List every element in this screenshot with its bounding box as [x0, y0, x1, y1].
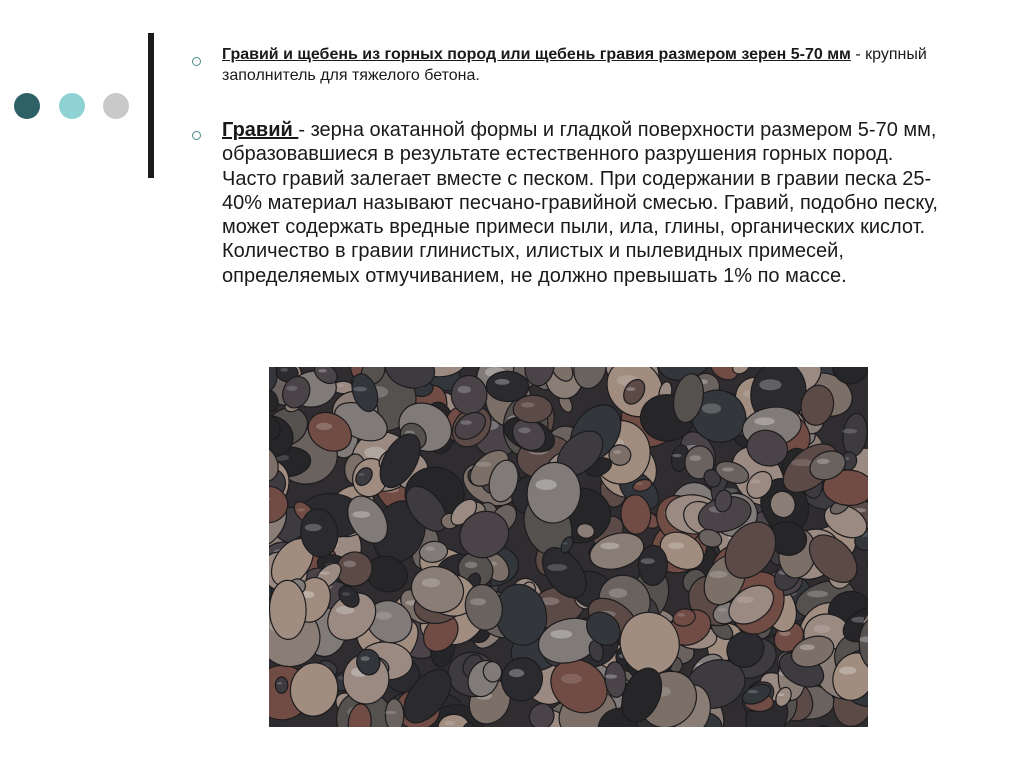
bullet-text-2: [222, 118, 952, 288]
bullet-text-1: [222, 44, 952, 86]
bullet-circle-icon: [192, 131, 201, 140]
gravel-image: [269, 367, 868, 727]
bullet-1-rest: - крупный заполнитель для тяжелого бетона.: [222, 46, 927, 84]
bullet-circle-icon: [192, 57, 201, 66]
bullet-2-rest: - зерна окатанной формы и гладкой поверхности размером 5-70 мм, образовавшиеся в результате естественного разрушения горных пород. Часто гравий залегает вместе с песком. При содержании в гравии песка 25-40% материал называют песчано-гравийной смесью. Гравий, подобно песку, может содержать вредные примеси пыли, ила, глины, органических кислот. Количество в гравии глинистых, илистых и пылевидных примесей, определяемых отмучиванием, не должно превышать 1% по массе.: [222, 119, 938, 287]
bullet-1-lead: Гравий и щебень из горных пород или щебень гравия размером зерен 5-70 мм: [222, 46, 851, 63]
dot-gray: [103, 93, 129, 119]
decorative-dots: [14, 91, 130, 121]
gravel-photo: [269, 367, 868, 727]
dot-light-teal: [59, 93, 85, 119]
vertical-divider: [148, 33, 154, 178]
bullet-2-lead: Гравий: [222, 119, 299, 141]
dot-dark-teal: [14, 93, 40, 119]
